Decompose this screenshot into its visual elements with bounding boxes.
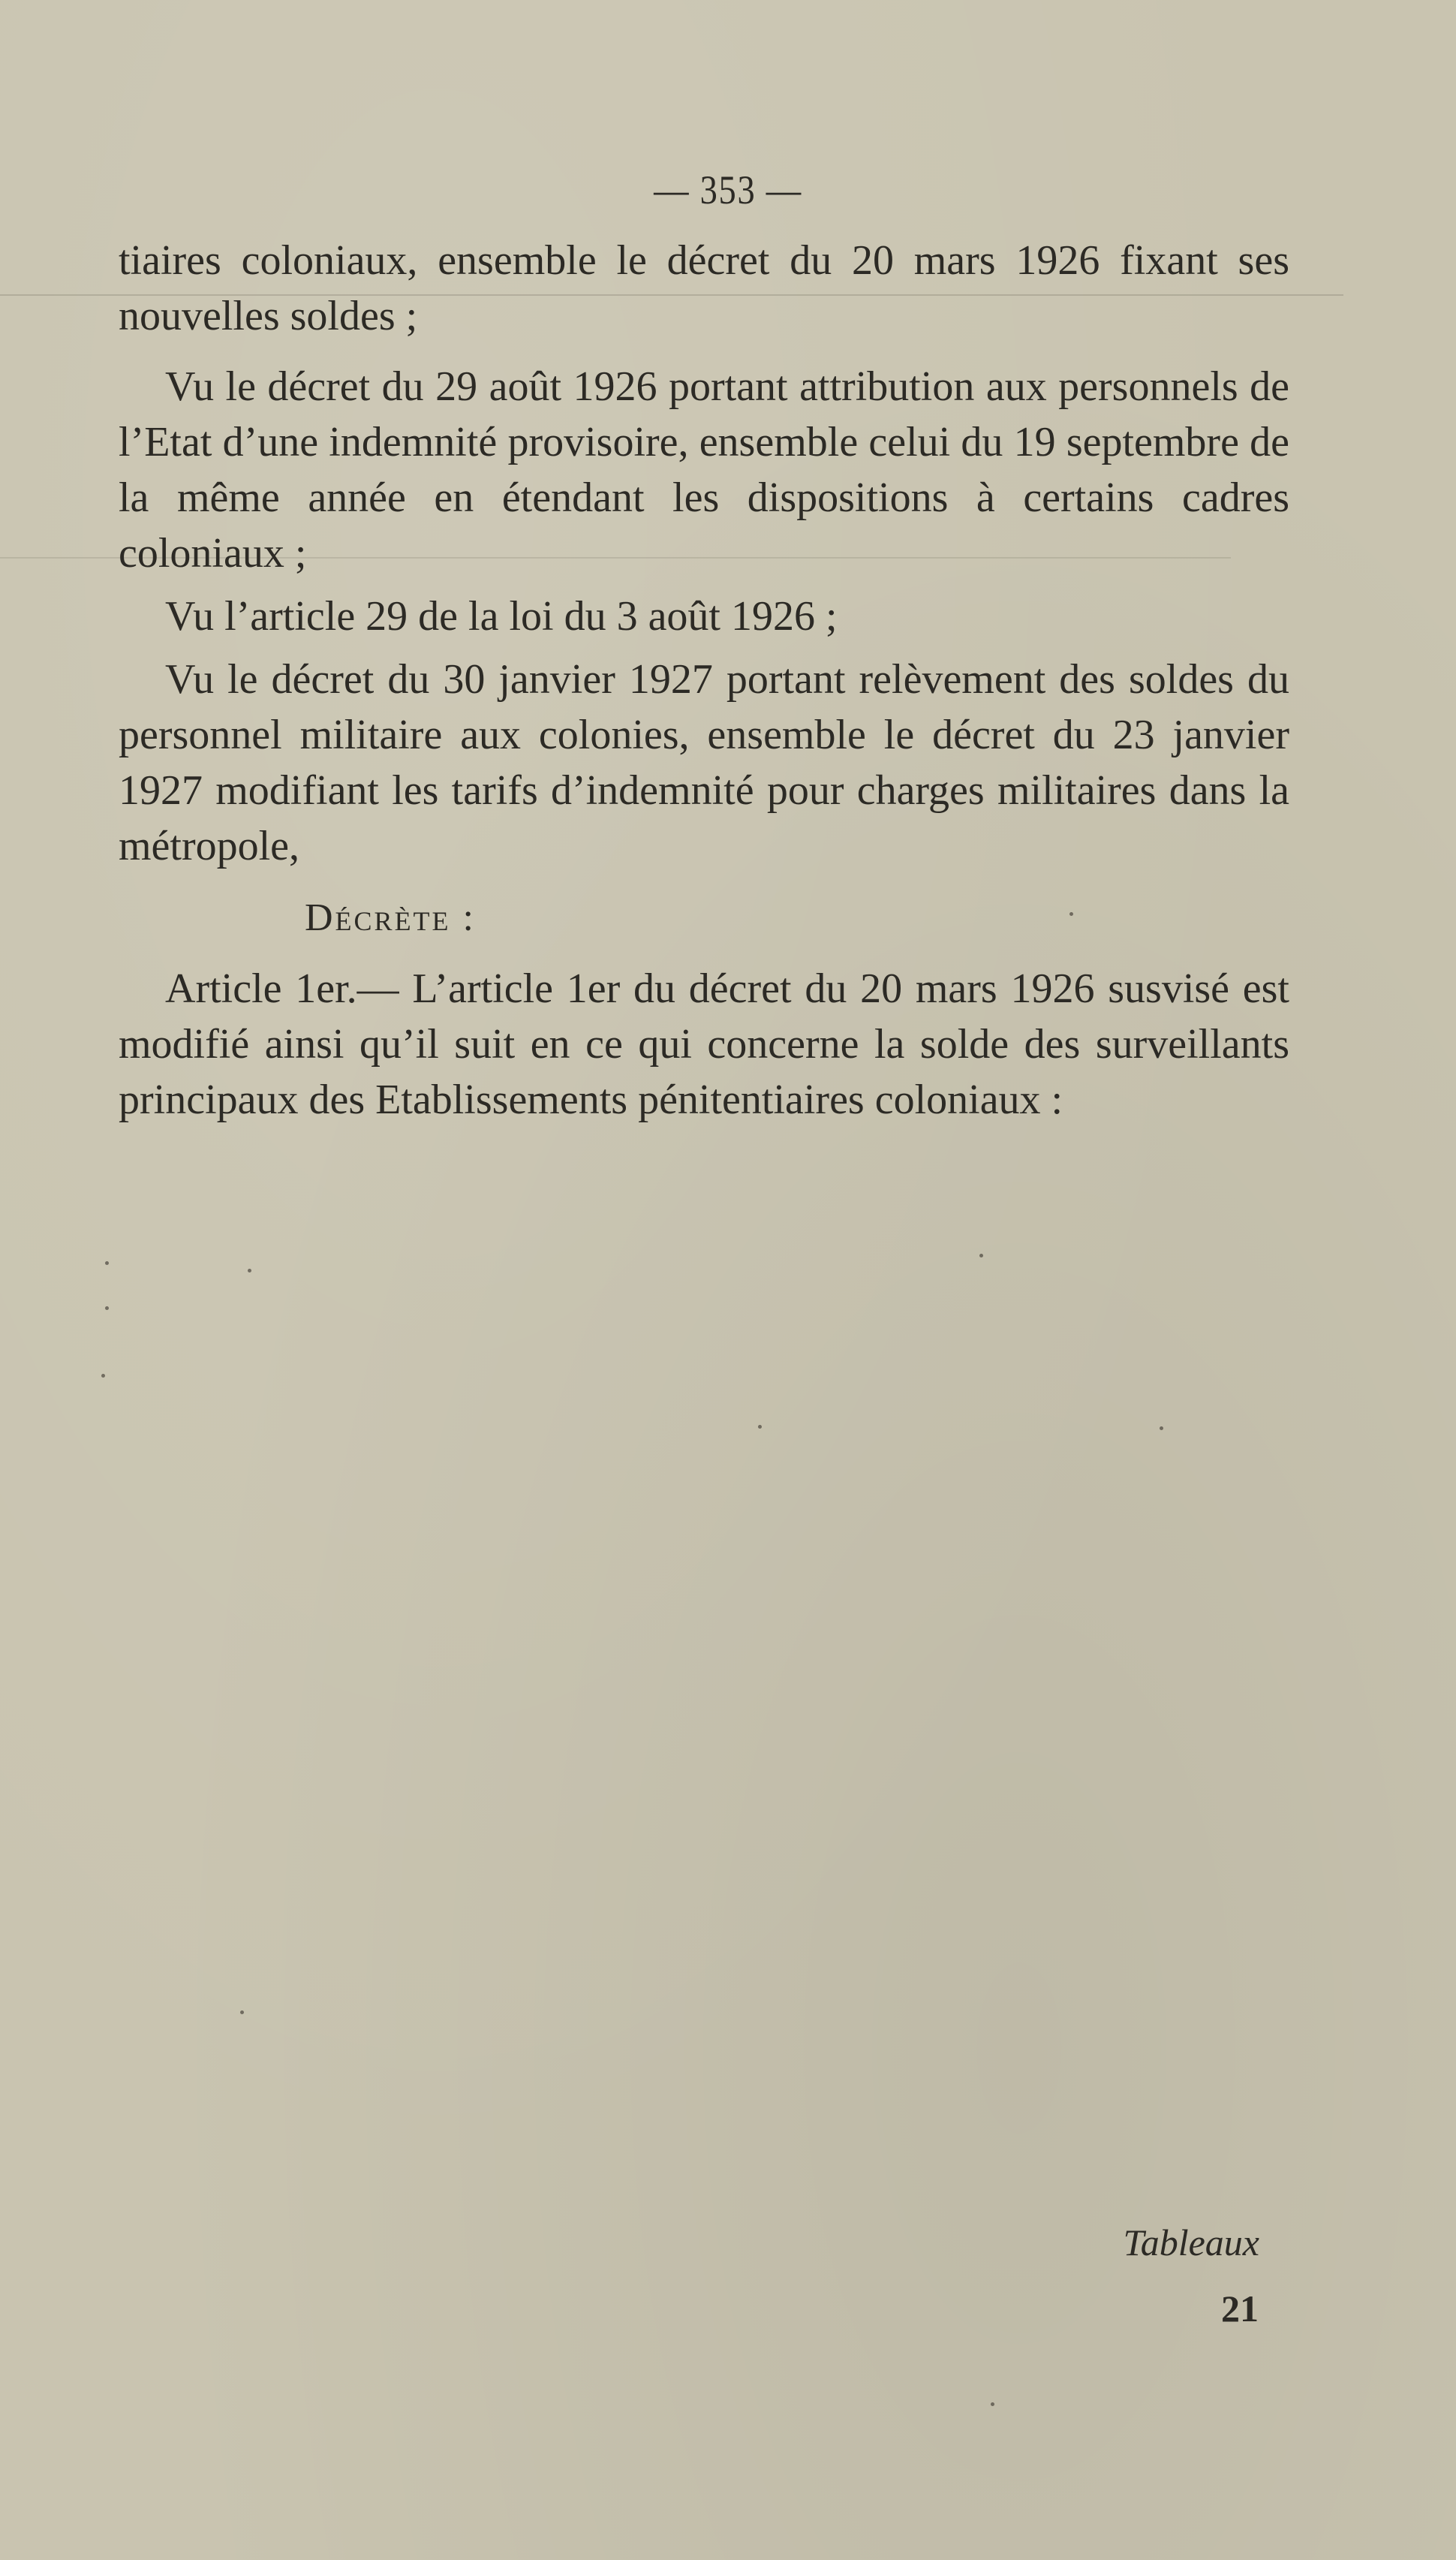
paper-speck [991, 2402, 994, 2406]
article-paragraph [119, 961, 1289, 1128]
paper-speck [105, 1261, 109, 1265]
paragraph-decree-30-janvier: Vu le décret du 30 janvier 1927 portant relèvement des soldes du personnel militaire aux colonies, ensemble le décret du 23 janvier 1927 modifiant les tarifs d’indemnité pour charges militaires dans la métropole, [119, 656, 1289, 869]
page-number: — 353 — [654, 167, 802, 212]
paper-speck [240, 2010, 244, 2014]
paragraph-continuation: tiaires coloniaux, ensemble le décret du 20 mars 1926 fixant ses nouvelles soldes ; [119, 237, 1289, 339]
paper-speck [1069, 912, 1073, 916]
article-text: — L’article 1er du décret du 20 mars 1926 susvisé est modifié ainsi qu’il suit en ce qui concerne la solde des surveillants principaux des Etablissements pénitentiaires coloniaux : [119, 965, 1289, 1123]
catchword: Tableaux [1123, 2221, 1259, 2263]
paper-speck [979, 1254, 983, 1257]
signature-mark: 21 [1221, 2287, 1259, 2330]
paper-speck [101, 1374, 105, 1378]
paper-speck [105, 1306, 109, 1310]
decree-heading: Décrète : [305, 896, 476, 939]
paper-speck [758, 1425, 762, 1429]
paragraph-decree-29-aout: Vu le décret du 29 août 1926 portant attribution aux personnels de l’Etat d’une indemnité provisoire, ensemble celui du 19 septembre de la même année en étendant les dispositions à certains cadres coloniaux ; [119, 363, 1289, 577]
body-text [119, 233, 1289, 1128]
paragraph-loi-3-aout: Vu l’article 29 de la loi du 3 août 1926 ; [165, 593, 838, 640]
paper-speck [248, 1269, 251, 1272]
paper-speck [1160, 1426, 1163, 1430]
article-label: Article 1er. [165, 965, 357, 1012]
